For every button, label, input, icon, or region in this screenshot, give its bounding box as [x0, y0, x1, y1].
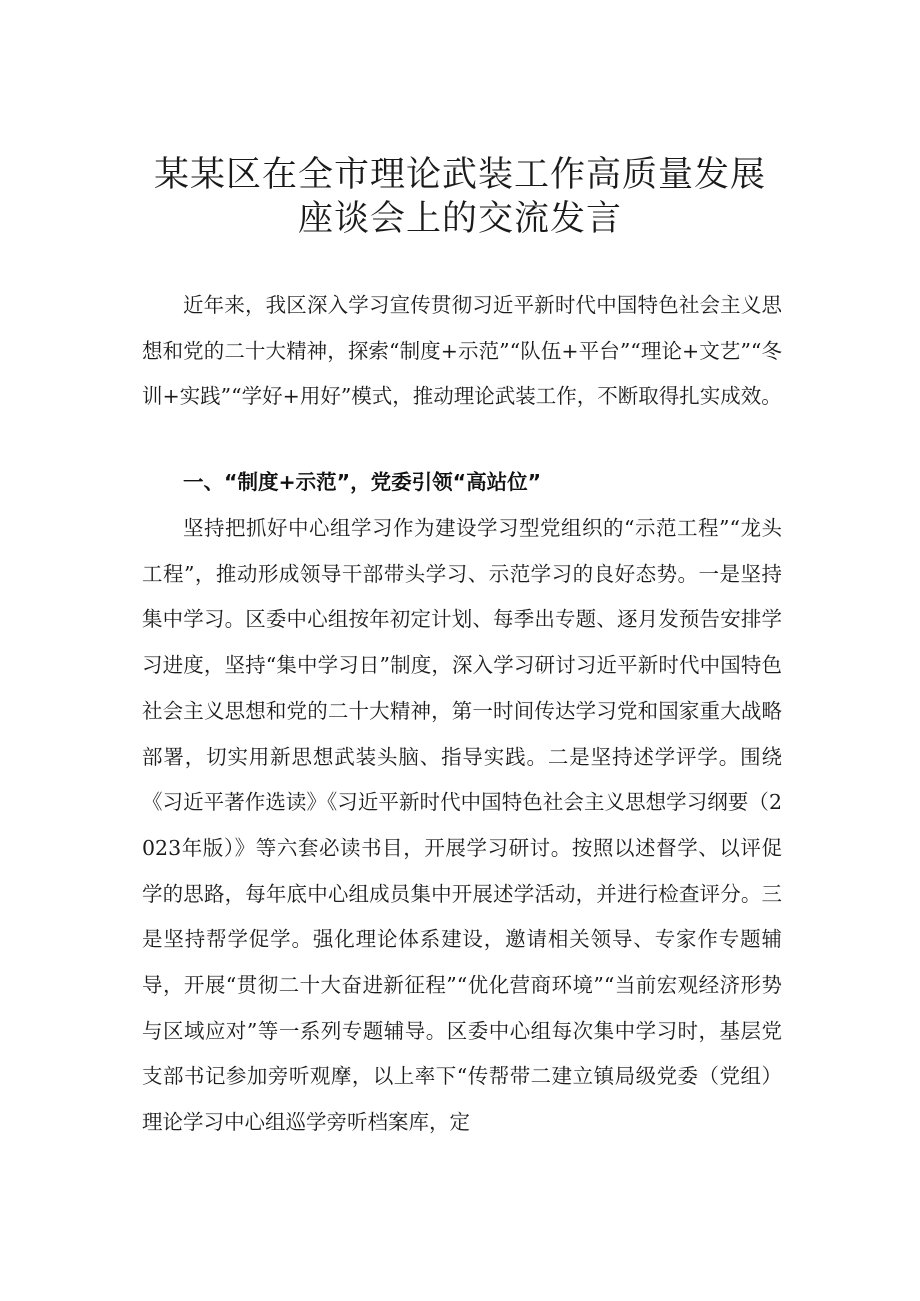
intro-paragraph: 近年来，我区深入学习宣传贯彻习近平新时代中国特色社会主义思想和党的二十大精神，探索“制度+示范”“队伍+平台”“理论+文艺”“冬训+实践”“学好+用好”模式，推动理论武装工作，不断取得扎实成效。 [142, 293, 782, 409]
section-1-paragraph: 坚持把抓好中心组学习作为建设学习型党组织的“示范工程”“龙头工程”，推动形成领导干部带头学习、示范学习的良好态势。一是坚持集中学习。区委中心组按年初定计划、每季出专题、逐月发预告安排学习进度，坚持“集中学习日”制度，深入学习研讨习近平新时代中国特色社会主义思想和党的二十大精神，第一时间传达学习党和国家重大战略部署，切实用新思想武装头脑、指导实践。二是坚持述学评学。围绕《习近平著作选读》《习近平新时代中国特色社会主义思想学习纲要（2023年版）》等六套必读书目，开展学习研讨。按照以述督学、以评促学的思路，每年底中心组成员集中开展述学活动，并进行检查评分。三是坚持帮学促学。强化理论体系建设，邀请相关领导、专家作专题辅导，开展“贯彻二十大奋进新征程”“优化营商环境”“当前宏观经济形势与区域应对”等一系列专题辅导。区委中心组每次集中学习时，基层党支部书记参加旁听观摩，以上率下“传帮带二建立镇局级党委（党组）理论学习中心组巡学旁听档案库，定 [142, 516, 782, 1135]
document-title-line-2: 座谈会上的交流发言 [297, 199, 622, 239]
document-title-line-1: 某某区在全市理论武装工作高质量发展 [153, 155, 766, 195]
section-1-heading: 一、“制度+示范”，党委引领“高站位” [183, 470, 542, 494]
